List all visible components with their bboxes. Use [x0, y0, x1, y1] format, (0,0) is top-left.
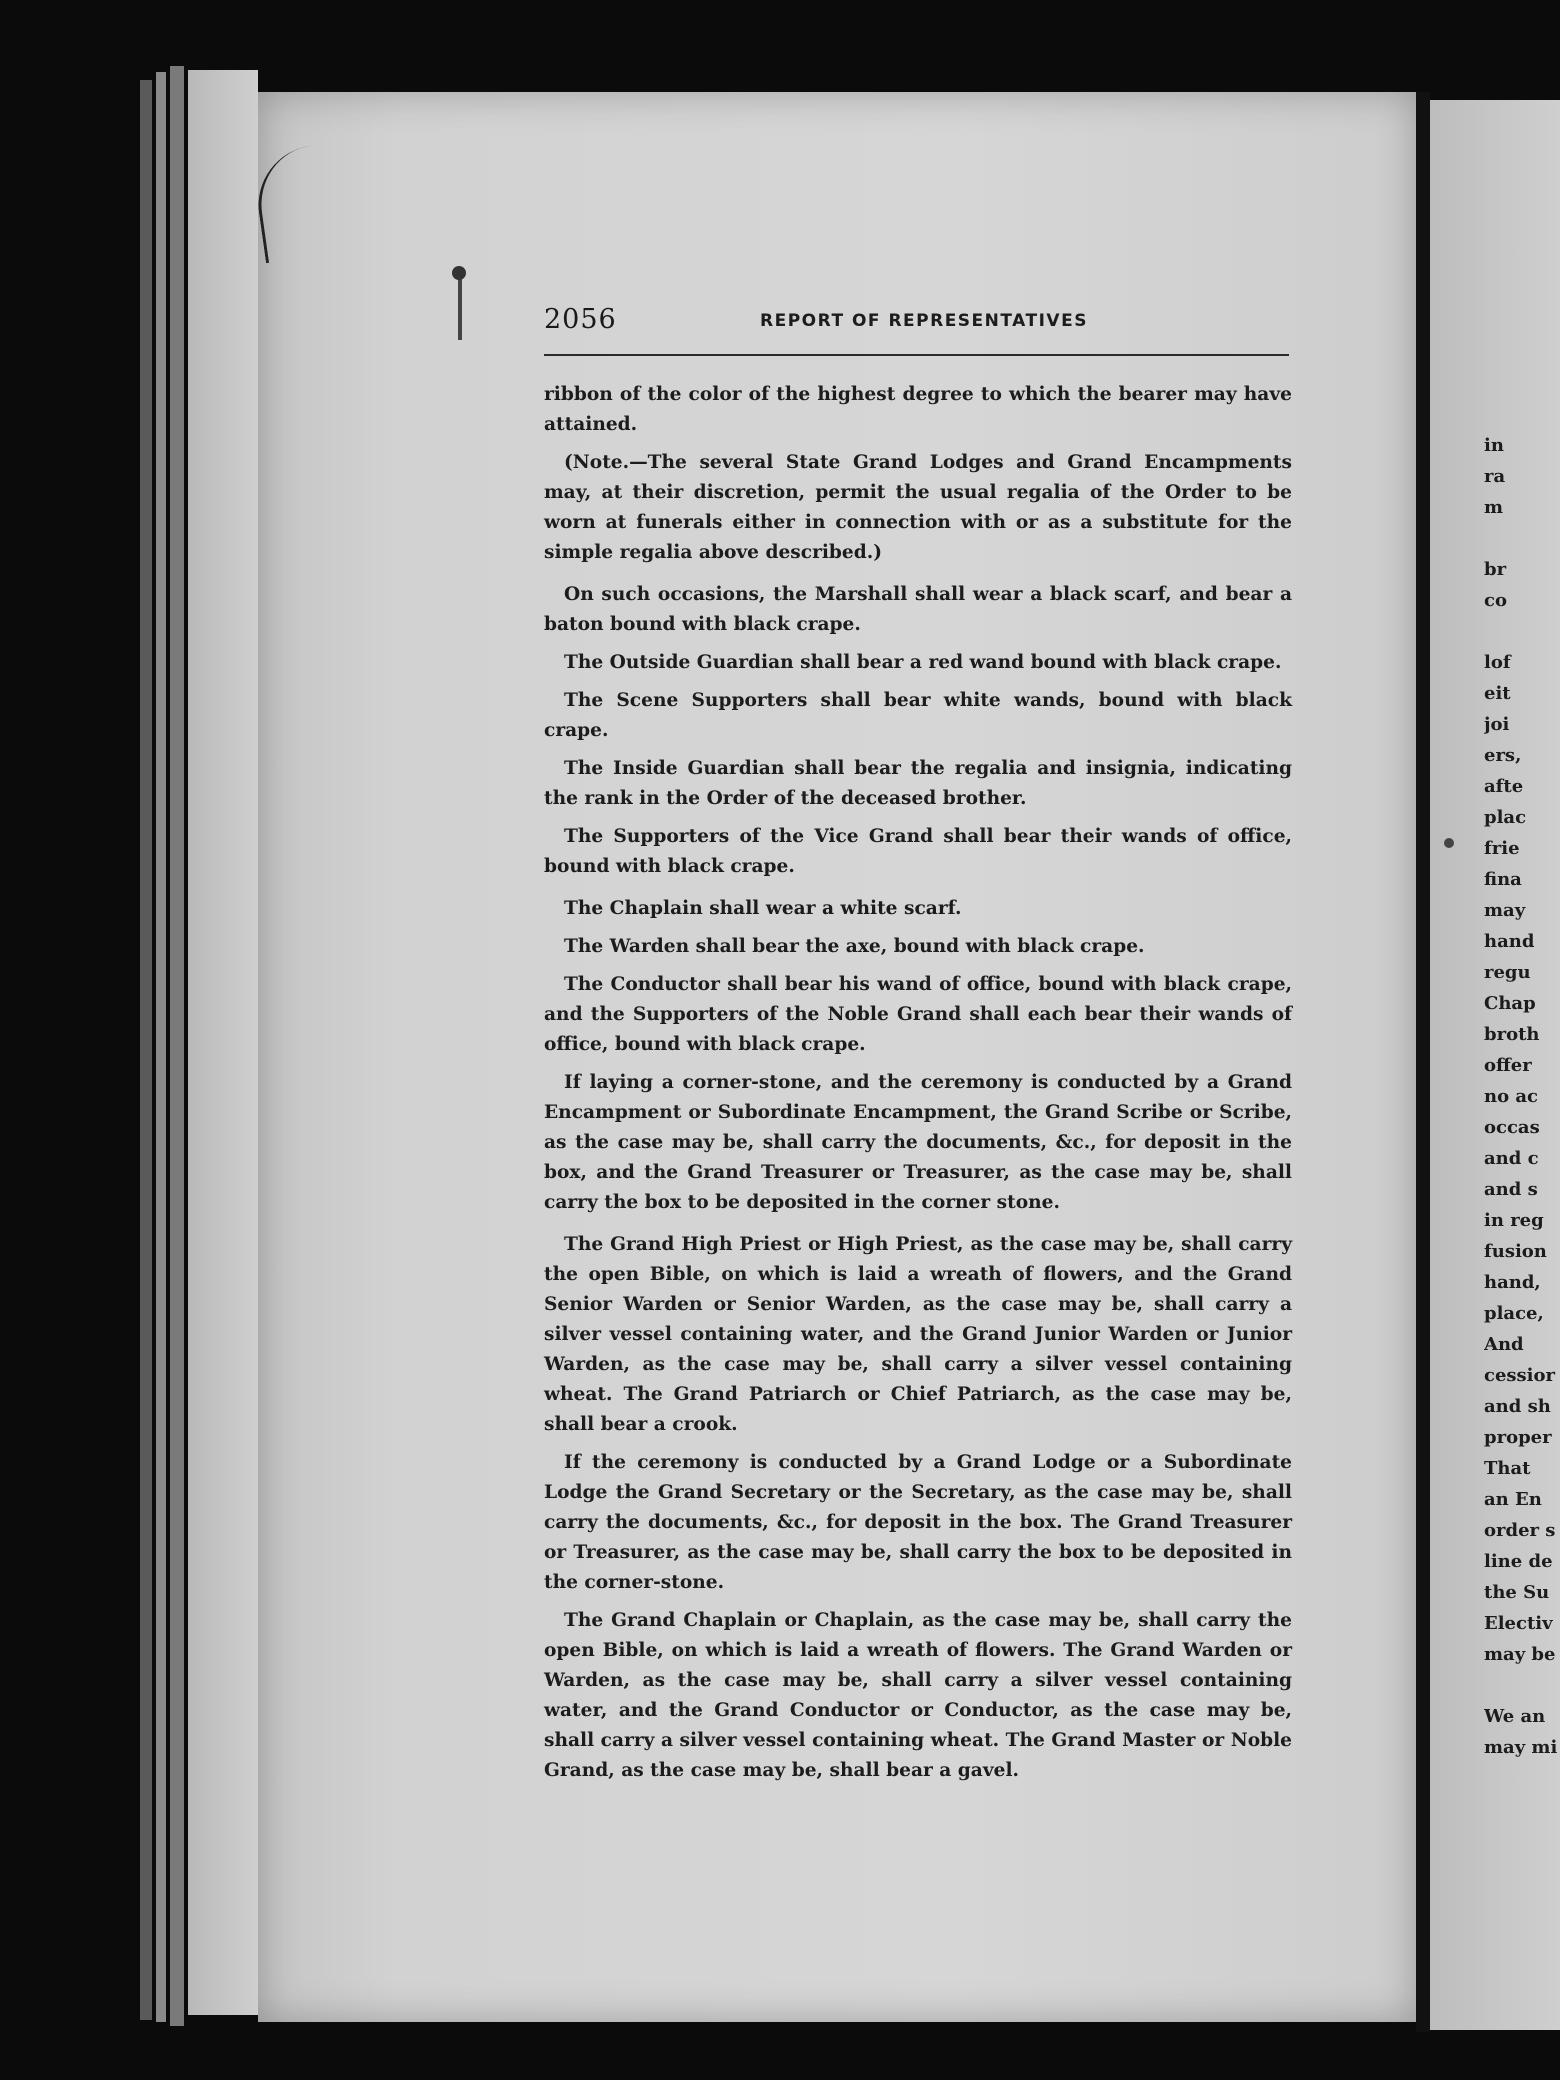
facing-page-line: may	[1484, 900, 1526, 921]
facing-page-line: offer	[1484, 1055, 1532, 1076]
facing-page-line	[1484, 523, 1560, 554]
book-gutter	[1416, 92, 1430, 2032]
paragraph: The Supporters of the Vice Grand shall bear their wands of office, bound with black crape.	[544, 826, 1292, 877]
facing-page-line: may mi	[1484, 1737, 1558, 1758]
page-body	[544, 380, 1292, 1794]
page-edge	[140, 80, 152, 2020]
facing-page-line: fina	[1484, 869, 1522, 890]
facing-page-line: the Su	[1484, 1582, 1550, 1603]
paragraph: (Note.—The several State Grand Lodges and Grand Encampments may, at their discretion, permit the usual regalia of the Order to be worn at funerals either in connection with or as a substitute for the simple regalia above described.)	[544, 452, 1292, 563]
pin-head-mark	[452, 266, 466, 280]
facing-page-text	[1484, 430, 1560, 1763]
facing-page-line: We an	[1484, 1706, 1546, 1727]
facing-page-line: place,	[1484, 1303, 1544, 1324]
facing-page-line: fusion	[1484, 1241, 1547, 1262]
facing-page-line: eit	[1484, 683, 1511, 704]
facing-page-line: Chap	[1484, 993, 1536, 1014]
facing-page-line: proper	[1484, 1427, 1552, 1448]
facing-page-line: broth	[1484, 1024, 1540, 1045]
paragraph: The Warden shall bear the axe, bound with black crape.	[564, 936, 1145, 957]
paragraph: The Scene Supporters shall bear white wands, bound with black crape.	[544, 690, 1292, 741]
running-head: REPORT OF REPRESENTATIVES	[760, 311, 1088, 331]
facing-page-line: joi	[1484, 714, 1510, 735]
paragraph: On such occasions, the Marshall shall wear a black scarf, and bear a baton bound with black crape.	[544, 584, 1292, 635]
paragraph: The Outside Guardian shall bear a red wand bound with black crape.	[564, 652, 1282, 673]
facing-page-line	[1484, 1670, 1560, 1701]
facing-page-line: afte	[1484, 776, 1524, 797]
facing-page-line: order s	[1484, 1520, 1556, 1541]
paragraph: The Chaplain shall wear a white scarf.	[564, 898, 962, 919]
page-header	[544, 304, 1289, 356]
page-number: 2056	[544, 304, 617, 335]
paragraph: ribbon of the color of the highest degree to which the bearer may have attained.	[544, 384, 1292, 435]
page-edge	[156, 72, 166, 2022]
facing-page-line: in	[1484, 435, 1504, 456]
facing-page-line: may be	[1484, 1644, 1556, 1665]
facing-page-line: ers,	[1484, 745, 1522, 766]
page-edge	[170, 66, 184, 2026]
facing-page-line: hand,	[1484, 1272, 1541, 1293]
facing-page-line: And	[1484, 1334, 1524, 1355]
facing-page-line: plac	[1484, 807, 1527, 828]
facing-page-line: ra	[1484, 466, 1506, 487]
facing-page-line	[1484, 616, 1560, 647]
facing-page-line: br	[1484, 559, 1507, 580]
facing-page-line: occas	[1484, 1117, 1540, 1138]
facing-page-line: m	[1484, 497, 1504, 518]
facing-page-line: Electiv	[1484, 1613, 1553, 1634]
facing-page-line: no ac	[1484, 1086, 1538, 1107]
facing-page-line: co	[1484, 590, 1507, 611]
ink-spot	[1444, 838, 1454, 848]
page-edge	[188, 70, 258, 2015]
paragraph: If the ceremony is conducted by a Grand Lodge or a Subordinate Lodge the Grand Secretary or the Secretary, as the case may be, shall carry the documents, &c., for deposit in the box. The Grand Treasurer or Treasurer, as the case may be, shall carry the box to be deposited in the corner-stone.	[544, 1452, 1292, 1593]
paragraph: The Grand Chaplain or Chaplain, as the case may be, shall carry the open Bible, on which is laid a wreath of flowers. The Grand Warden or Warden, as the case may be, shall carry a silver vessel containing water, and the Grand Conductor or Conductor, as the case may be, shall carry a silver vessel containing wheat. The Grand Master or Noble Grand, as the case may be, shall bear a gavel.	[544, 1610, 1292, 1781]
facing-page-line: lof	[1484, 652, 1511, 673]
facing-page-line: cessior	[1484, 1365, 1556, 1386]
facing-page-line: and c	[1484, 1148, 1539, 1169]
facing-page-line: and sh	[1484, 1396, 1551, 1417]
facing-page-line: and s	[1484, 1179, 1538, 1200]
facing-page-line: an En	[1484, 1489, 1542, 1510]
paragraph: If laying a corner-stone, and the ceremony is conducted by a Grand Encampment or Subordinate Encampment, the Grand Scribe or Scribe, as the case may be, shall carry the documents, &c., for deposit in the box, and the Grand Treasurer or Treasurer, as the case may be, shall carry the box to be deposited in the corner stone.	[544, 1072, 1292, 1213]
facing-page-line: regu	[1484, 962, 1531, 983]
paragraph: The Grand High Priest or High Priest, as the case may be, shall carry the open Bible, on which is laid a wreath of flowers, and the Grand Senior Warden or Senior Warden, as the case may be, shall carry a silver vessel containing water, and the Grand Junior Warden or Junior Warden, as the case may be, shall carry a silver vessel containing wheat. The Grand Patriarch or Chief Patriarch, as the case may be, shall bear a crook.	[544, 1234, 1292, 1435]
paragraph: The Inside Guardian shall bear the regalia and insignia, indicating the rank in the Order of the deceased brother.	[544, 758, 1292, 809]
paragraph: The Conductor shall bear his wand of office, bound with black crape, and the Supporters of the Noble Grand shall each bear their wands of office, bound with black crape.	[544, 974, 1292, 1055]
facing-page-line: That	[1484, 1458, 1531, 1479]
facing-page-line: in reg	[1484, 1210, 1544, 1231]
facing-page-line: line de	[1484, 1551, 1553, 1572]
facing-page-line: hand	[1484, 931, 1535, 952]
facing-page-line: frie	[1484, 838, 1520, 859]
